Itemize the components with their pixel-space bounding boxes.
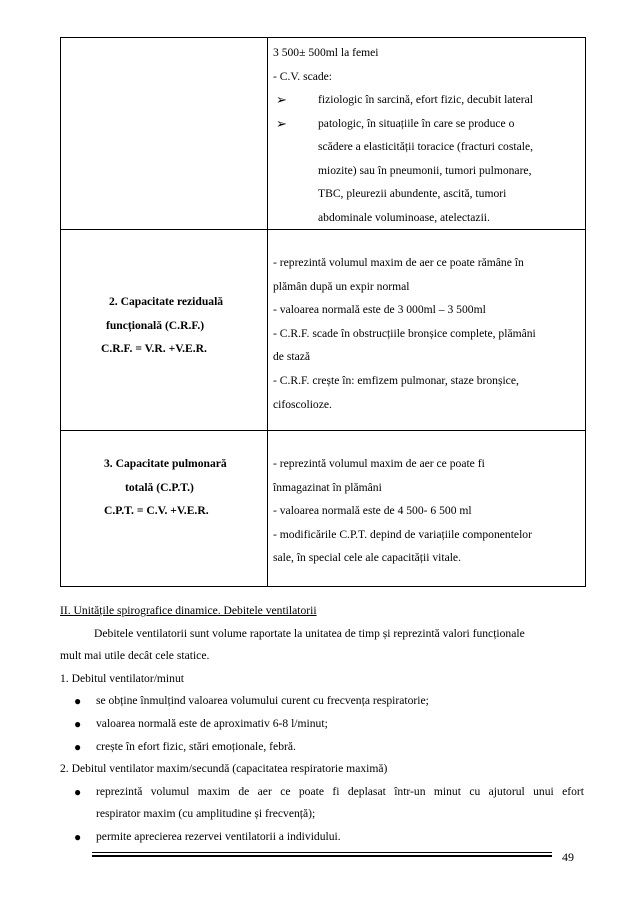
cell-text: cifoscolioze. [273, 397, 332, 411]
cell-text: de stază [273, 350, 311, 364]
list-item [273, 88, 585, 112]
cell-text: - C.R.F. scade în obstrucțiile bronșice complete, plămâni [273, 326, 536, 340]
cell-text: - C.R.F. crește în: emfizem pulmonar, staze bronșice, [273, 373, 519, 387]
round-bullet-icon: ● [74, 694, 82, 709]
cell-text: - valoarea normală este de 3 000ml – 3 500ml [273, 303, 486, 317]
arrowhead-bullet-icon: ➢ [276, 115, 287, 131]
cell-text: - reprezintă volumul maxim de aer ce poate fi [273, 457, 485, 470]
footer-rule [92, 855, 552, 857]
cell-text: - reprezintă volumul maxim de aer ce poate rămâne în [273, 256, 524, 269]
list-item [60, 690, 584, 713]
paragraph-line: mult mai utile decât cele statice. [60, 649, 210, 663]
term-title: funcțională (C.R.F.) [106, 318, 205, 332]
list-item [60, 826, 584, 849]
cell-text: - modificările C.P.T. depind de variațiile componentelor [273, 527, 532, 541]
list-item-text: crește în efort fizic, stări emoționale, febră. [96, 739, 296, 753]
term-title: 3. Capacitate pulmonară [104, 457, 227, 470]
round-bullet-icon: ● [74, 716, 82, 731]
table-row [61, 38, 586, 230]
round-bullet-icon: ● [74, 739, 82, 754]
list-item [60, 781, 584, 804]
cell-text: înmagazinat în plămâni [273, 480, 382, 494]
list-item-text: fiziologic în sarcină, efort fizic, decubit lateral [318, 93, 534, 106]
term-title: 2. Capacitate reziduală [109, 295, 224, 308]
item-title: 2. Debitul ventilator maxim/secundă (capacitatea respiratorie maximă) [60, 762, 388, 776]
table-cell-term [61, 230, 268, 431]
list-item-text: reprezintă volumul maxim de aer ce poate fi deplasat într-un minut cu ajutorul unui efort [96, 784, 584, 798]
list-item-text: valoarea normală este de aproximativ 6-8 l/minut; [96, 716, 328, 730]
page-number: 49 [562, 850, 574, 864]
term-formula: C.R.F. = V.R. +V.E.R. [101, 342, 207, 356]
cell-text: 3 500± 500ml la femei [273, 46, 379, 59]
cell-text: - C.V. scade: [273, 69, 333, 83]
list-item-text: patologic, în situațiile în care se produce o [318, 116, 515, 130]
cell-text: sale, în special cele ale capacității vitale. [273, 551, 461, 565]
table-cell-term [61, 431, 268, 587]
list-item-text: abdominale voluminoase, atelectazii. [318, 210, 490, 224]
item-title: 1. Debitul ventilator/minut [60, 671, 184, 685]
section-heading: II. Unitățile spirografice dinamice. Debitele ventilatorii [60, 604, 317, 617]
body-text [60, 600, 584, 849]
list-item [60, 713, 584, 736]
list-item-text: miozite) sau în pneumonii, tumori pulmonare, [318, 163, 532, 177]
term-title: totală (C.P.T.) [125, 480, 194, 494]
arrowhead-bullet-icon: ➢ [276, 92, 287, 107]
term-formula: C.P.T. = C.V. +V.E.R. [104, 504, 209, 518]
round-bullet-icon: ● [74, 829, 82, 844]
list-item-text: permite aprecierea rezervei ventilatorii a individului. [96, 829, 341, 843]
spirography-table [60, 37, 586, 587]
footer-rule [92, 852, 552, 853]
cell-text: - valoarea normală este de 4 500- 6 500 ml [273, 504, 472, 518]
list-item-text: se obține înmulțind valoarea volumului curent cu frecvența respiratorie; [96, 694, 429, 708]
list-item-text: scădere a elasticității toracice (fracturi costale, [318, 140, 533, 153]
cell-text: plămân după un expir normal [273, 279, 410, 293]
table-cell-description [268, 38, 586, 230]
table-row [61, 230, 586, 431]
round-bullet-icon: ● [74, 784, 82, 799]
paragraph-line: Debitele ventilatorii sunt volume raportate la unitatea de timp și reprezintă valori funcționale [94, 626, 525, 640]
table-cell-description [268, 230, 586, 431]
list-item [60, 736, 584, 759]
list-item [273, 112, 585, 136]
table-cell-empty [61, 38, 268, 230]
table-row [61, 431, 586, 587]
list-item-text: respirator maxim (cu amplitudine și frecvență); [96, 807, 316, 821]
table-cell-description [268, 431, 586, 587]
list-item-text: TBC, pleurezii abundente, ascită, tumori [318, 187, 507, 200]
